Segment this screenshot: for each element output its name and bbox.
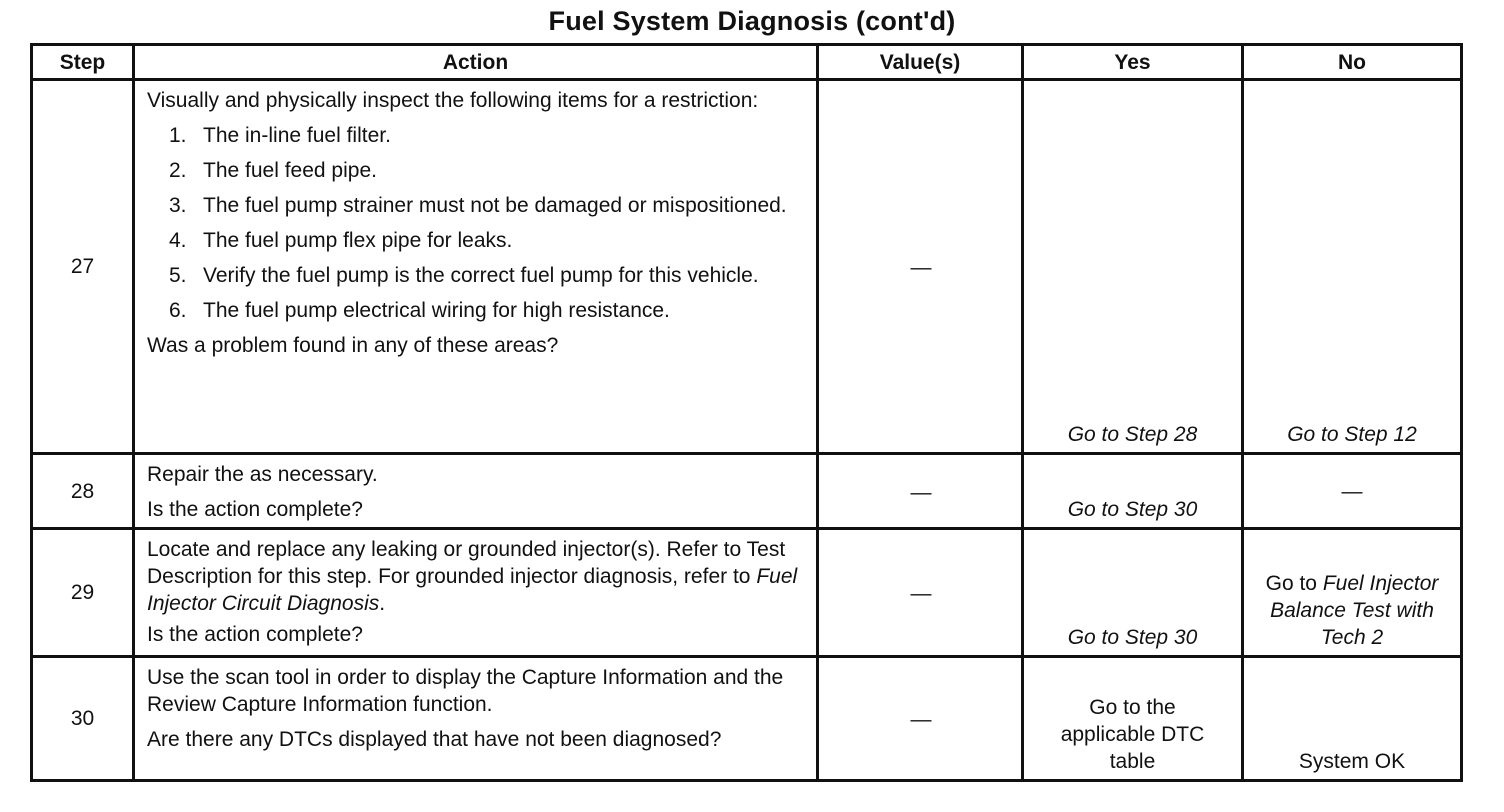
header-values: Value(s) — [818, 45, 1023, 80]
header-action: Action — [134, 45, 818, 80]
yes-cell: Go to Step 28 — [1023, 80, 1243, 454]
list-item: 6. The fuel pump electrical wiring for high resistance. — [169, 299, 670, 322]
table-row — [32, 80, 1462, 454]
action-cell — [134, 657, 818, 781]
action-question: Is the action complete? — [147, 498, 363, 521]
page-title: Fuel System Diagnosis (cont'd) — [548, 6, 956, 36]
action-intro: Visually and physically inspect the following items for a restriction: — [147, 89, 759, 112]
no-reference: Fuel Injector Balance Test with Tech 2 — [1270, 572, 1439, 649]
header-step: Step — [32, 45, 134, 80]
list-item: 2. The fuel feed pipe. — [169, 159, 377, 182]
action-cell — [134, 529, 818, 657]
list-item: 3. The fuel pump strainer must not be damaged or mispositioned. — [169, 194, 787, 217]
no-cell: — — [1243, 454, 1462, 529]
action-cell — [134, 454, 818, 529]
action-question: Was a problem found in any of these areas? — [147, 334, 559, 357]
action-cell — [134, 80, 818, 454]
no-cell: System OK — [1243, 657, 1462, 781]
table-header-row — [32, 45, 1462, 80]
header-yes: Yes — [1023, 45, 1243, 80]
header-no: No — [1243, 45, 1462, 80]
value-dash: — — [910, 708, 932, 731]
table-row — [32, 657, 1462, 781]
list-item: 1. The in-line fuel filter. — [169, 124, 391, 147]
yes-cell: Go to Step 30 — [1023, 454, 1243, 529]
value-dash: — — [910, 480, 932, 504]
action-text: Repair the as necessary. — [147, 463, 378, 486]
list-item: 5. Verify the fuel pump is the correct fuel pump for this vehicle. — [169, 264, 759, 287]
action-reference: Fuel Injector Circuit Diagnosis — [147, 565, 798, 615]
action-question: Is the action complete? — [147, 623, 363, 646]
value-cell — [818, 80, 1023, 454]
table-row — [32, 529, 1462, 657]
step-number: 30 — [32, 657, 134, 781]
yes-cell: Go to Step 30 — [1023, 529, 1243, 657]
no-cell: Go to Fuel Injector Balance Test with Tech 2 — [1243, 529, 1462, 657]
no-cell: Go to Step 12 — [1243, 80, 1462, 454]
value-cell — [818, 529, 1023, 657]
value-dash: — — [910, 256, 932, 279]
value-dash: — — [910, 582, 932, 605]
step-number: 29 — [32, 529, 134, 657]
list-item: 4. The fuel pump flex pipe for leaks. — [169, 229, 513, 252]
yes-cell: Go to the applicable DTC table — [1023, 657, 1243, 781]
diagnosis-table — [30, 43, 1463, 782]
value-cell — [818, 657, 1023, 781]
action-question: Are there any DTCs displayed that have not been diagnosed? — [147, 728, 722, 751]
action-text: Locate and replace any leaking or grounded injector(s). Refer to Test Description for this step. For grounded injector diagnosis, refer to Fuel Injector Circuit Diagnosis. — [147, 538, 798, 615]
value-cell — [818, 454, 1023, 529]
step-number: 27 — [32, 80, 134, 454]
table-row — [32, 454, 1462, 529]
action-text: Use the scan tool in order to display the Capture Information and the Review Capture Information function. — [147, 666, 784, 716]
step-number: 28 — [32, 454, 134, 529]
inspection-list — [147, 122, 806, 324]
